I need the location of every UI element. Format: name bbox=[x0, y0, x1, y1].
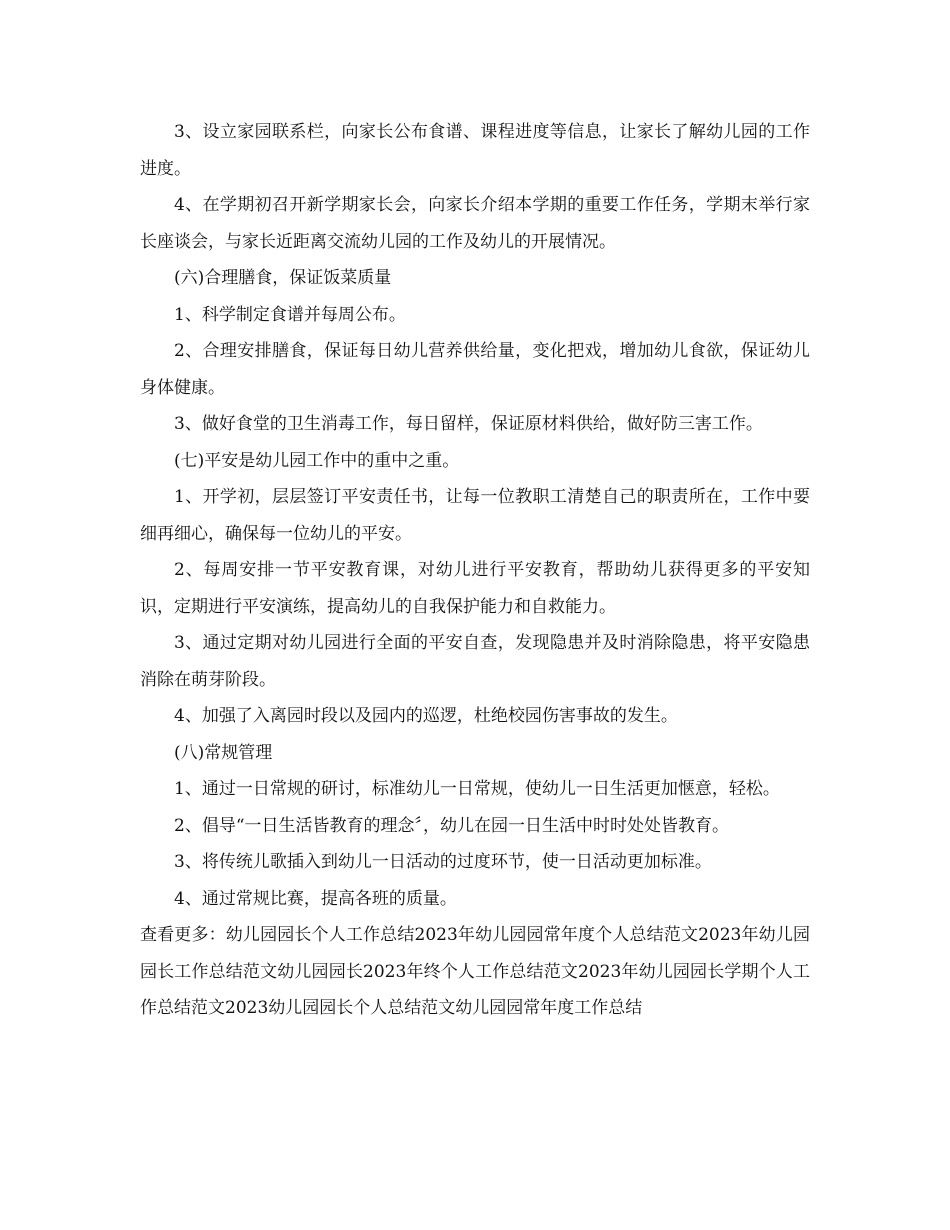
paragraph: 4、在学期初召开新学期家长会，向家长介绍本学期的重要工作任务，学期末举行家长座谈会，与家长近距离交流幼儿园的工作及幼儿的开展情况。 bbox=[140, 195, 810, 252]
paragraph: 2、合理安排膳食，保证每日幼儿营养供给量，变化把戏，增加幼儿食欲，保证幼儿身体健康。 bbox=[140, 341, 810, 398]
paragraph: 3、将传统儿歌插入到幼儿一日活动的过度环节，使一日活动更加标准。 bbox=[174, 852, 712, 872]
paragraph: 1、开学初，层层签订平安责任书，让每一位教职工清楚自己的职责所在，工作中要细再细心，确保每一位幼儿的平安。 bbox=[140, 487, 810, 544]
paragraph: 1、科学制定食谱并每周公布。 bbox=[174, 304, 406, 325]
paragraph: 2、每周安排一节平安教育课，对幼儿进行平安教育，帮助幼儿获得更多的平安知识，定期进行平安演练，提高幼儿的自我保护能力和自救能力。 bbox=[140, 560, 810, 617]
paragraph: 2、倡导“一日生活皆教育的理念〞，幼儿在园一日生活中时时处处皆教育。 bbox=[174, 815, 730, 836]
paragraph: 3、设立家园联系栏，向家长公布食谱、课程进度等信息，让家长了解幼儿园的工作进度。 bbox=[140, 122, 810, 179]
section-heading: (七)平安是幼儿园工作中的重中之重。 bbox=[174, 450, 460, 471]
paragraph: 3、通过定期对幼儿园进行全面的平安自查，发现隐患并及时消除隐患，将平安隐患消除在萌芽阶段。 bbox=[140, 633, 810, 690]
paragraph: 3、做好食堂的卫生消毒工作，每日留样，保证原材料供给，做好防三害工作。 bbox=[174, 414, 763, 434]
paragraph: 4、加强了入离园时段以及园内的巡逻，杜绝校园伤害事故的发生。 bbox=[174, 706, 678, 726]
section-heading: (八)常规管理 bbox=[174, 742, 273, 763]
see-more-links[interactable]: 查看更多：幼儿园园长个人工作总结2023年幼儿园园常年度个人总结范文2023年幼儿园园长工作总结范文幼儿园园长2023年终个人工作总结范文2023年幼儿园园长学期个人工作总结范文2023幼儿园园长个人总结范文幼儿园园常年度工作总结 bbox=[140, 925, 810, 1018]
paragraph: 4、通过常规比赛，提高各班的质量。 bbox=[174, 888, 457, 909]
paragraph: 1、通过一日常规的研讨，标准幼儿一日常规，使幼儿一日生活更加惬意，轻松。 bbox=[174, 779, 780, 799]
document-body bbox=[140, 114, 810, 1027]
section-heading: (六)合理膳食，保证饭菜质量 bbox=[174, 268, 392, 288]
